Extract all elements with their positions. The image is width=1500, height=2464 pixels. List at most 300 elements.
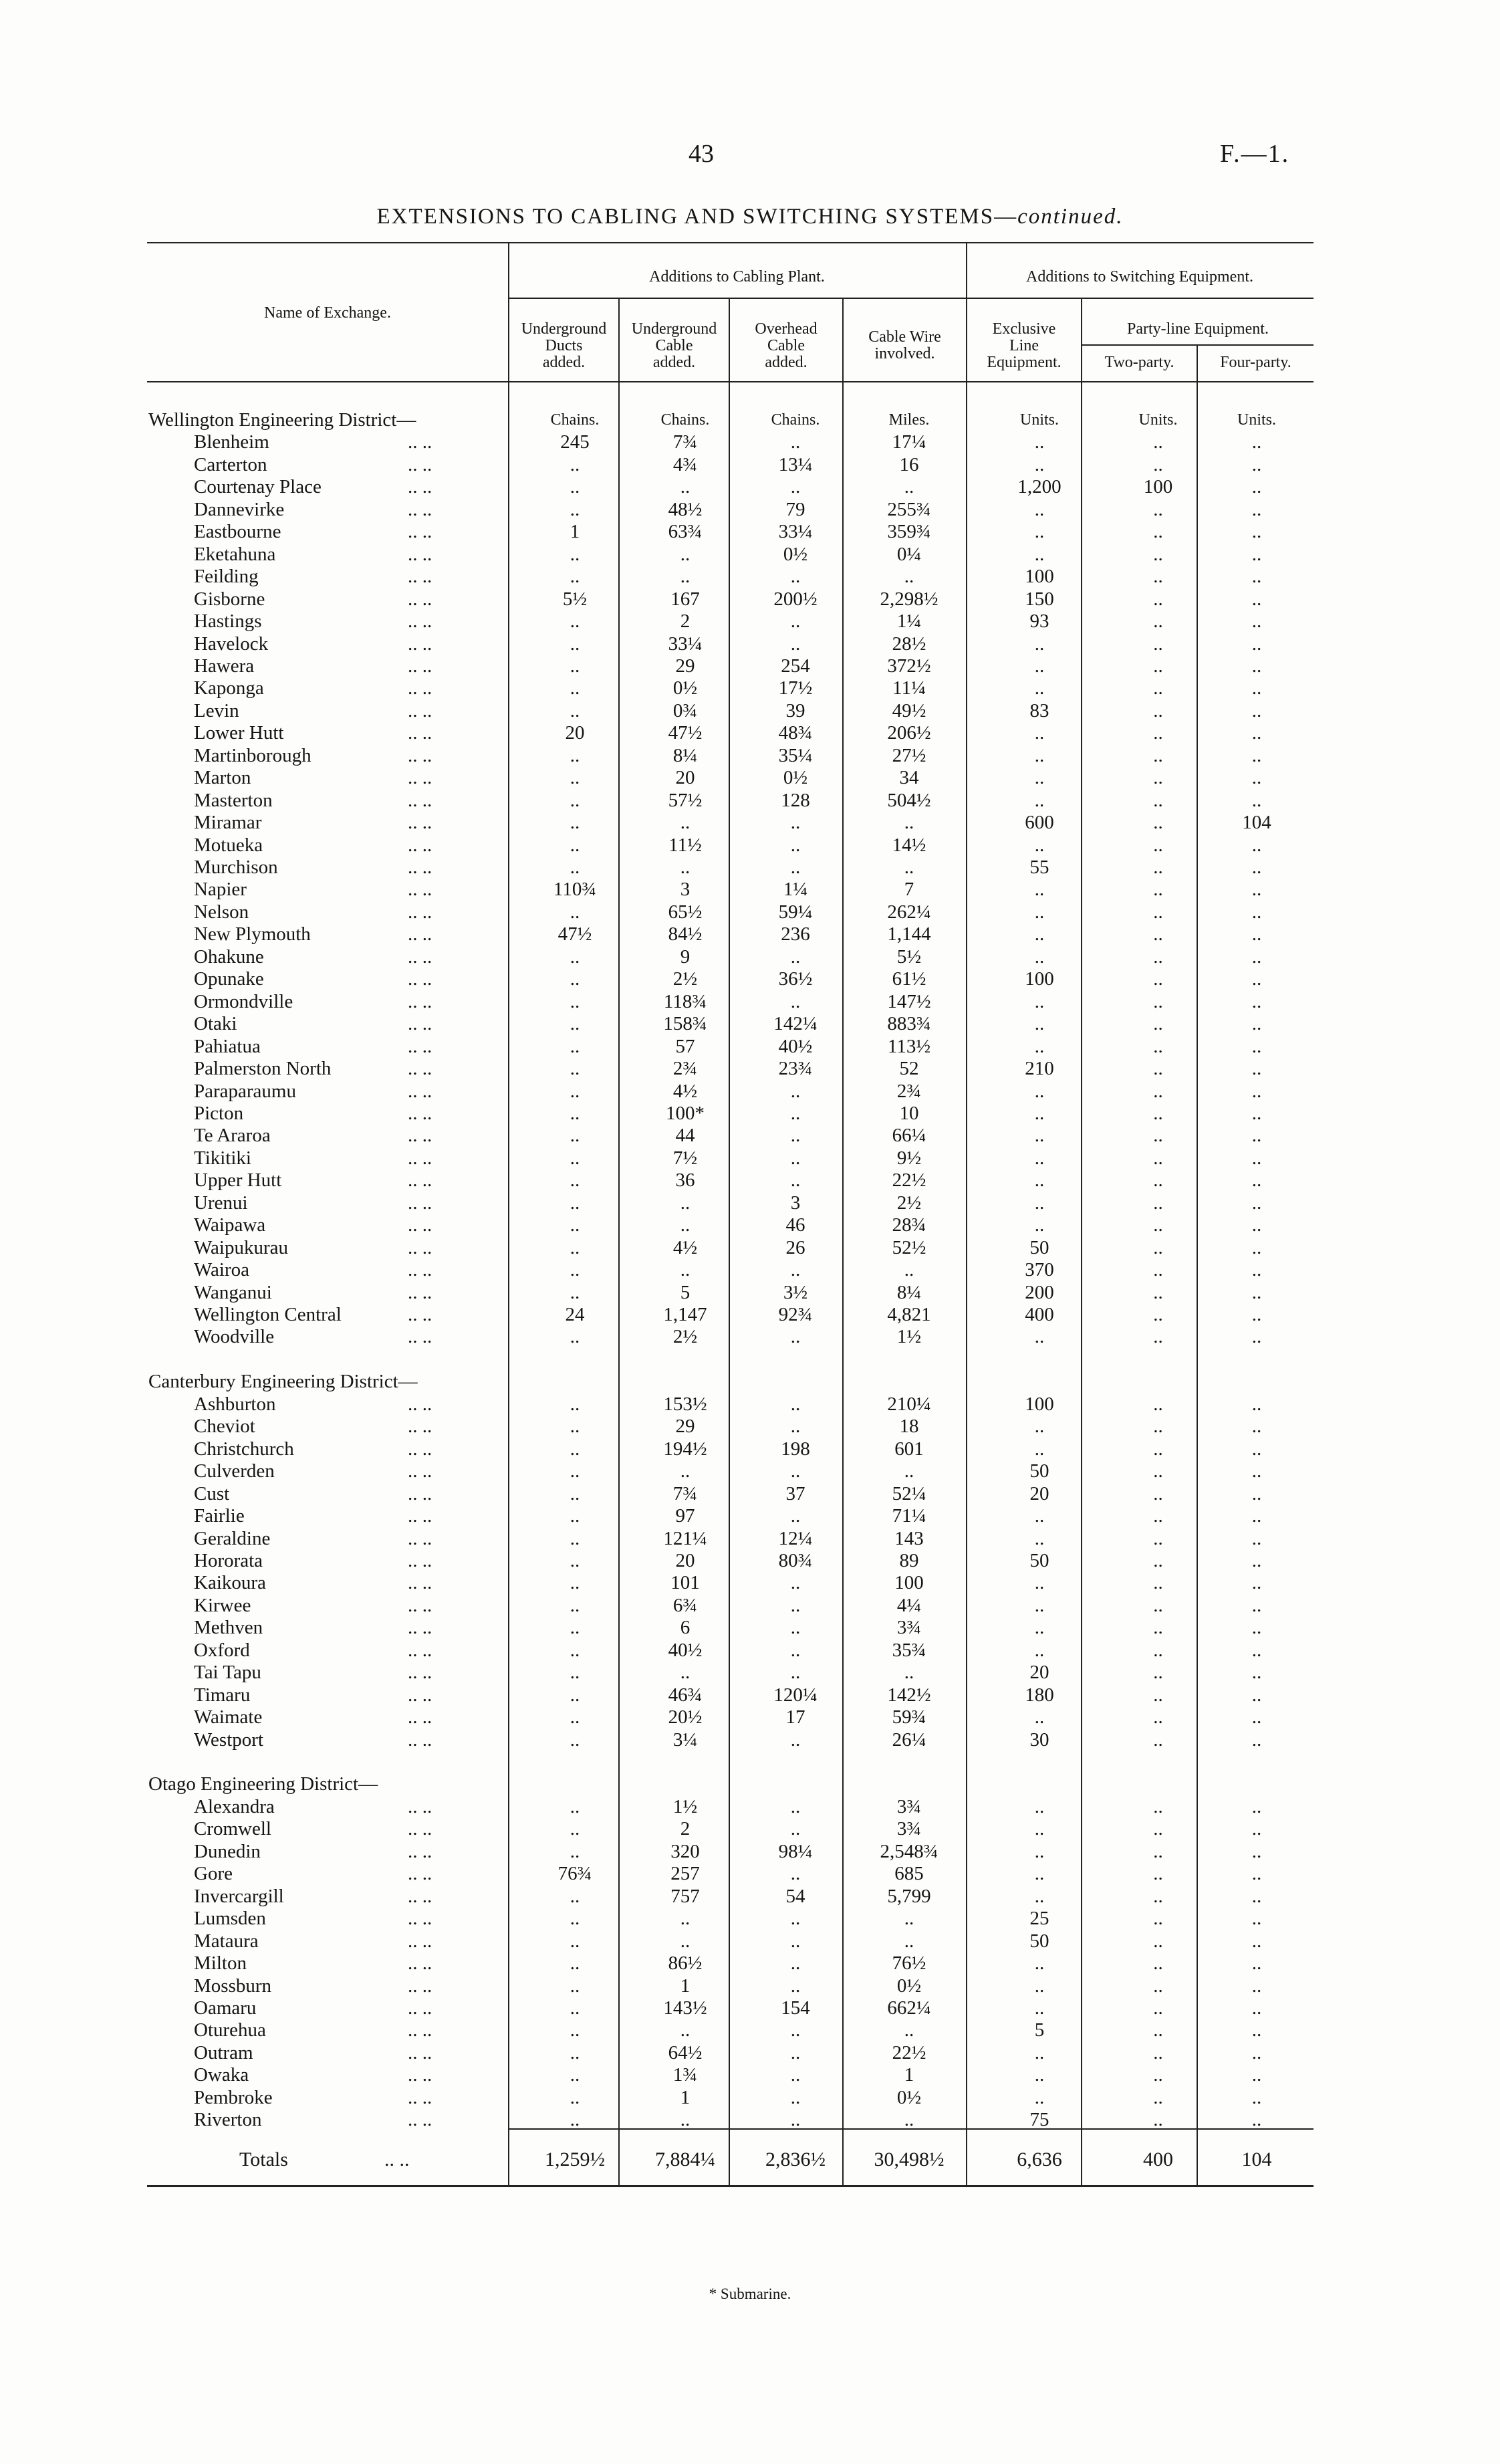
table-cell: 3¾	[896, 1617, 922, 1639]
table-cell: 143½	[663, 1997, 707, 2019]
table-cell: ..	[570, 453, 580, 475]
table-cell: ..	[570, 1058, 580, 1080]
table-row	[0, 968, 1500, 990]
table-cell: 52	[899, 1058, 919, 1080]
table-row	[0, 1975, 1500, 1997]
table-cell: ..	[1251, 1863, 1262, 1885]
table-cell: 104	[1242, 812, 1271, 834]
table-cell: 50	[1029, 1930, 1049, 1952]
district-heading-row	[0, 1773, 1500, 1795]
table-cell: ..	[570, 1930, 580, 1952]
table-cell: ..	[1251, 1259, 1262, 1281]
table-cell: ..	[790, 2064, 801, 2086]
table-cell: ..	[1034, 879, 1045, 901]
table-cell: ..	[1034, 1505, 1045, 1527]
table-cell: ..	[570, 1326, 580, 1348]
table-cell: ..	[790, 476, 801, 498]
table-cell: 4½	[672, 1080, 698, 1102]
table-cell: 83	[1029, 699, 1049, 721]
table-cell: ..	[1251, 588, 1262, 610]
table-cell: ..	[1251, 1169, 1262, 1192]
table-cell: ..	[1153, 990, 1163, 1012]
table-cell: ..	[570, 945, 580, 968]
header-group-rule	[508, 298, 1314, 299]
table-cell: ..	[790, 1908, 801, 1930]
table-row	[0, 1169, 1500, 1192]
table-cell: ..	[1251, 722, 1262, 744]
table-row	[0, 767, 1500, 789]
exchange-name: Tikitiki	[194, 1147, 251, 1169]
table-cell: ..	[1251, 498, 1262, 520]
table-cell: 257	[670, 1863, 700, 1885]
table-cell: ..	[1034, 498, 1045, 520]
table-cell: ..	[1034, 1035, 1045, 1057]
table-cell: ..	[790, 945, 801, 968]
table-title	[0, 205, 1500, 229]
table-cell: ..	[790, 1795, 801, 1817]
table-cell: ..	[1153, 1549, 1163, 1571]
table-cell: 13¼	[778, 453, 813, 475]
totals-cell: 400	[1143, 2148, 1173, 2170]
leader-dots: .. ..	[408, 879, 432, 901]
table-cell: ..	[1034, 1863, 1045, 1885]
table-cell: 11¼	[892, 677, 926, 699]
table-cell: ..	[570, 610, 580, 633]
table-cell: ..	[1153, 1169, 1163, 1192]
table-row	[0, 722, 1500, 744]
leader-dots: .. ..	[408, 1326, 432, 1348]
exchange-name: Ormondville	[194, 990, 293, 1012]
table-cell: ..	[1251, 1080, 1262, 1102]
table-cell: ..	[1251, 923, 1262, 945]
exchange-name: Oturehua	[194, 2019, 266, 2041]
table-cell: 5	[680, 1281, 691, 1303]
table-cell: ..	[1153, 1058, 1163, 1080]
table-cell: ..	[570, 476, 580, 498]
table-cell: 84½	[668, 923, 703, 945]
leader-dots: .. ..	[408, 744, 432, 766]
district-heading-row	[0, 409, 1500, 431]
table-cell: 7¾	[672, 1482, 698, 1504]
leader-dots: .. ..	[408, 1236, 432, 1258]
table-cell: 5	[1034, 2019, 1045, 2041]
table-cell: 2¾	[896, 1080, 922, 1102]
table-cell: 76½	[892, 1952, 926, 1975]
leader-dots: .. ..	[408, 857, 432, 878]
table-cell: ..	[570, 1728, 580, 1751]
table-cell: 600	[1025, 812, 1054, 834]
district-name: Otago Engineering District—	[148, 1773, 378, 1795]
table-cell: ..	[1034, 945, 1045, 968]
table-cell: ..	[1153, 1975, 1163, 1997]
table-row	[0, 1237, 1500, 1259]
table-row	[0, 834, 1500, 857]
table-row	[0, 499, 1500, 521]
table-cell: 50	[1029, 1460, 1049, 1482]
table-cell: 89	[899, 1549, 919, 1571]
table-cell: ..	[1251, 1236, 1262, 1258]
table-cell: 5½	[562, 588, 588, 610]
table-cell: ..	[1034, 1952, 1045, 1975]
leader-dots: .. ..	[408, 1908, 432, 1930]
table-cell: ..	[1251, 1662, 1262, 1684]
table-cell: ..	[1153, 767, 1163, 789]
table-cell: 49½	[892, 699, 926, 721]
table-cell: ..	[1251, 834, 1262, 856]
unit-label: Units.	[1019, 411, 1059, 429]
table-cell: ..	[1153, 1863, 1163, 1885]
table-row	[0, 1662, 1500, 1684]
exchange-name: Blenheim	[194, 431, 269, 453]
leader-dots: .. ..	[408, 1617, 432, 1639]
table-cell: ..	[1251, 2086, 1262, 2108]
leader-dots: .. ..	[408, 1214, 432, 1236]
table-cell: 158¾	[663, 1013, 707, 1035]
exchange-name: Ashburton	[194, 1393, 276, 1415]
exchange-name: Miramar	[194, 812, 262, 834]
header-col2	[620, 321, 729, 371]
leader-dots: .. ..	[408, 453, 432, 475]
table-cell: 46¾	[668, 1684, 703, 1706]
table-cell: ..	[1153, 1997, 1163, 2019]
table-cell: 3	[680, 879, 691, 901]
table-cell: ..	[1153, 1393, 1163, 1415]
table-row	[0, 677, 1500, 699]
header-col2-line: Cable	[655, 337, 693, 354]
table-cell: 20	[1029, 1662, 1049, 1684]
header-col5-line: Exclusive	[992, 320, 1056, 338]
header-col3-line: added.	[765, 354, 807, 371]
table-cell: 76¾	[557, 1863, 592, 1885]
table-cell: 35¾	[892, 1639, 926, 1661]
table-cell: 1½	[672, 1795, 698, 1817]
table-cell: ..	[1034, 677, 1045, 699]
table-cell: ..	[904, 1908, 914, 1930]
leader-dots: .. ..	[408, 1863, 432, 1885]
exchange-name: Timaru	[194, 1684, 251, 1706]
exchange-name: Christchurch	[194, 1438, 294, 1460]
table-cell: 150	[1025, 588, 1054, 610]
table-row	[0, 1147, 1500, 1169]
exchange-name: Masterton	[194, 789, 273, 811]
table-cell: ..	[570, 1259, 580, 1281]
table-cell: ..	[570, 1885, 580, 1907]
table-cell: 121¼	[663, 1527, 707, 1549]
exchange-name: Fairlie	[194, 1505, 245, 1527]
table-row	[0, 1326, 1500, 1348]
table-cell: ..	[1153, 1617, 1163, 1639]
table-cell: 50	[1029, 1549, 1049, 1571]
table-cell: ..	[1153, 1572, 1163, 1594]
district-name: Wellington Engineering District—	[148, 409, 416, 431]
exchange-name: Geraldine	[194, 1527, 271, 1549]
table-row	[0, 1416, 1500, 1438]
table-row	[0, 1617, 1500, 1639]
table-cell: ..	[1251, 879, 1262, 901]
leader-dots: .. ..	[408, 1952, 432, 1975]
table-cell: ..	[1153, 1818, 1163, 1840]
leader-dots: .. ..	[408, 1013, 432, 1035]
table-cell: ..	[1251, 543, 1262, 565]
exchange-name: Hawera	[194, 655, 255, 677]
table-cell: ..	[1034, 1527, 1045, 1549]
table-cell: ..	[570, 1617, 580, 1639]
table-cell: ..	[790, 1952, 801, 1975]
table-cell: 98¼	[778, 1840, 813, 1862]
footnote: * Submarine.	[709, 2285, 791, 2302]
table-cell: ..	[1034, 1326, 1045, 1348]
table-cell: 128	[781, 789, 810, 811]
table-cell: 57	[675, 1035, 695, 1057]
table-cell: ..	[790, 431, 801, 453]
table-cell: 2	[680, 1818, 691, 1840]
exchange-name: Napier	[194, 879, 247, 901]
table-row	[0, 1036, 1500, 1058]
table-cell: ..	[1153, 834, 1163, 856]
table-cell: ..	[790, 990, 801, 1012]
exchange-name: Hastings	[194, 610, 262, 633]
leader-dots: .. ..	[408, 1997, 432, 2019]
table-cell: ..	[1251, 1505, 1262, 1527]
table-cell: ..	[1251, 2109, 1262, 2131]
table-row	[0, 1997, 1500, 2019]
table-cell: 142¼	[773, 1013, 818, 1035]
table-cell: 93	[1029, 610, 1049, 633]
table-cell: ..	[1251, 2064, 1262, 2086]
table-cell: 1,200	[1017, 476, 1061, 498]
table-cell: ..	[790, 1594, 801, 1616]
table-cell: ..	[570, 2064, 580, 2086]
leader-dots: .. ..	[408, 1840, 432, 1862]
table-cell: ..	[790, 1505, 801, 1527]
table-row	[0, 745, 1500, 767]
table-cell: ..	[1251, 1706, 1262, 1728]
table-cell: ..	[790, 1125, 801, 1147]
table-cell: ..	[1153, 2064, 1163, 2086]
table-cell: 198	[781, 1438, 810, 1460]
table-cell: ..	[570, 1438, 580, 1460]
exchange-name: Methven	[194, 1617, 263, 1639]
table-cell: ..	[570, 2041, 580, 2063]
leader-dots: .. ..	[408, 1975, 432, 1997]
table-cell: ..	[570, 1281, 580, 1303]
table-cell: ..	[1251, 1482, 1262, 1504]
table-cell: ..	[1153, 1304, 1163, 1325]
table-cell: ..	[1153, 1214, 1163, 1236]
table-cell: 17	[785, 1706, 805, 1728]
exchange-name: Hororata	[194, 1549, 263, 1571]
table-cell: 0¼	[896, 543, 922, 565]
table-cell: ..	[1034, 1975, 1045, 1997]
table-cell: ..	[570, 1393, 580, 1415]
table-cell: ..	[1251, 655, 1262, 677]
exchange-name: Mataura	[194, 1930, 259, 1952]
totals-cell: 6,636	[1017, 2148, 1062, 2170]
table-cell: ..	[1251, 566, 1262, 588]
leader-dots: .. ..	[408, 588, 432, 610]
table-cell: ..	[570, 1706, 580, 1728]
table-cell: ..	[570, 1236, 580, 1258]
exchange-name: Martinborough	[194, 744, 311, 766]
table-cell: ..	[1034, 1617, 1045, 1639]
table-row	[0, 946, 1500, 968]
table-cell: ..	[1251, 968, 1262, 990]
table-cell: ..	[1153, 744, 1163, 766]
table-cell: ..	[1251, 1416, 1262, 1438]
table-row	[0, 857, 1500, 879]
table-cell: ..	[1034, 1572, 1045, 1594]
unit-label: Chains.	[771, 411, 820, 429]
table-cell: 200½	[773, 588, 818, 610]
exchange-name: Motueka	[194, 834, 263, 856]
unit-label: Miles.	[888, 411, 930, 429]
table-cell: 100	[1143, 476, 1173, 498]
table-cell: ..	[904, 1662, 914, 1684]
table-cell: ..	[1153, 1416, 1163, 1438]
table-cell: 20	[675, 767, 695, 789]
table-row	[0, 544, 1500, 566]
exchange-name: Dunedin	[194, 1840, 261, 1862]
table-cell: ..	[790, 1416, 801, 1438]
leader-dots: .. ..	[384, 2148, 410, 2170]
table-cell: ..	[790, 2041, 801, 2063]
table-cell: 370	[1025, 1259, 1054, 1281]
table-cell: ..	[1153, 521, 1163, 543]
table-cell: 20	[565, 722, 585, 744]
table-cell: ..	[1251, 2041, 1262, 2063]
table-cell: ..	[1153, 1259, 1163, 1281]
table-cell: ..	[1153, 1795, 1163, 1817]
exchange-name: Waipawa	[194, 1214, 266, 1236]
table-cell: ..	[570, 789, 580, 811]
leader-dots: .. ..	[408, 1572, 432, 1594]
table-cell: ..	[1034, 744, 1045, 766]
table-cell: ..	[790, 2019, 801, 2041]
table-cell: ..	[1251, 1393, 1262, 1415]
table-row	[0, 1438, 1500, 1460]
table-row	[0, 1863, 1500, 1885]
leader-dots: .. ..	[408, 901, 432, 923]
table-cell: ..	[790, 1639, 801, 1661]
table-cell: 23¾	[778, 1058, 813, 1080]
table-cell: ..	[790, 1326, 801, 1348]
table-cell: ..	[680, 812, 691, 834]
table-bottom-rule	[147, 2185, 1314, 2187]
table-cell: ..	[1251, 1460, 1262, 1482]
table-cell: 33¼	[668, 633, 703, 655]
leader-dots: .. ..	[408, 1795, 432, 1817]
table-cell: ..	[1153, 1147, 1163, 1169]
table-cell: ..	[1153, 1662, 1163, 1684]
table-cell: ..	[1251, 1639, 1262, 1661]
table-cell: 37	[785, 1482, 805, 1504]
table-cell: 100	[1025, 1393, 1054, 1415]
table-cell: ..	[1034, 1840, 1045, 1862]
table-cell: 7¾	[672, 431, 698, 453]
exchange-name: Dannevirke	[194, 498, 285, 520]
table-cell: 120¼	[773, 1684, 818, 1706]
table-cell: ..	[570, 2086, 580, 2108]
header-cabling-group: Additions to Cabling Plant.	[649, 268, 825, 286]
table-cell: ..	[1153, 968, 1163, 990]
table-cell: ..	[790, 1572, 801, 1594]
table-cell: ..	[680, 1908, 691, 1930]
table-row	[0, 1393, 1500, 1416]
table-row	[0, 923, 1500, 945]
totals-cell: 30,498½	[874, 2148, 945, 2170]
table-cell: ..	[1034, 990, 1045, 1012]
leader-dots: .. ..	[408, 1930, 432, 1952]
exchange-name: Gore	[194, 1863, 233, 1885]
table-cell: 47½	[668, 722, 703, 744]
table-cell: ..	[790, 1617, 801, 1639]
table-cell: 20	[1029, 1482, 1049, 1504]
table-row	[0, 1706, 1500, 1728]
table-cell: 10	[899, 1102, 919, 1124]
table-cell: 61½	[892, 968, 926, 990]
table-row	[0, 901, 1500, 923]
leader-dots: .. ..	[408, 1594, 432, 1616]
table-cell: 143	[894, 1527, 924, 1549]
table-row	[0, 1952, 1500, 1975]
table-cell: 22½	[892, 1169, 926, 1192]
leader-dots: .. ..	[408, 1505, 432, 1527]
leader-dots: .. ..	[408, 1549, 432, 1571]
table-cell: ..	[1034, 901, 1045, 923]
table-cell: ..	[680, 2019, 691, 2041]
table-cell: 400	[1025, 1304, 1054, 1325]
table-row	[0, 1058, 1500, 1080]
table-cell: ..	[1251, 1617, 1262, 1639]
table-cell: 20	[675, 1549, 695, 1571]
leader-dots: .. ..	[408, 2041, 432, 2063]
table-row	[0, 588, 1500, 610]
leader-dots: .. ..	[408, 1818, 432, 1840]
table-cell: ..	[790, 1080, 801, 1102]
exchange-name: Wairoa	[194, 1259, 250, 1281]
table-cell: 2	[680, 610, 691, 633]
table-cell: ..	[1034, 1192, 1045, 1214]
table-cell: ..	[1251, 990, 1262, 1012]
exchange-name: Lower Hutt	[194, 722, 284, 744]
table-cell: ..	[1034, 431, 1045, 453]
header-bottom-rule	[147, 381, 1314, 382]
table-cell: ..	[1153, 498, 1163, 520]
table-cell: 47½	[557, 923, 592, 945]
page-number: 43	[689, 140, 714, 168]
table-cell: 11½	[668, 834, 702, 856]
table-cell: ..	[790, 1460, 801, 1482]
table-cell: ..	[1251, 431, 1262, 453]
leader-dots: .. ..	[408, 1639, 432, 1661]
table-cell: ..	[1251, 699, 1262, 721]
table-cell: ..	[1153, 1952, 1163, 1975]
table-cell: ..	[1034, 2064, 1045, 2086]
table-cell: 9½	[896, 1147, 922, 1169]
table-cell: 6	[680, 1617, 691, 1639]
table-cell: ..	[1153, 655, 1163, 677]
table-cell: ..	[1153, 722, 1163, 744]
leader-dots: .. ..	[408, 1393, 432, 1415]
table-cell: ..	[1034, 1125, 1045, 1147]
table-row	[0, 1684, 1500, 1706]
leader-dots: .. ..	[408, 1192, 432, 1214]
table-cell: 33¼	[778, 521, 813, 543]
leader-dots: .. ..	[408, 722, 432, 744]
leader-dots: .. ..	[408, 2086, 432, 2108]
exchange-name: Ohakune	[194, 945, 264, 968]
leader-dots: .. ..	[408, 566, 432, 588]
